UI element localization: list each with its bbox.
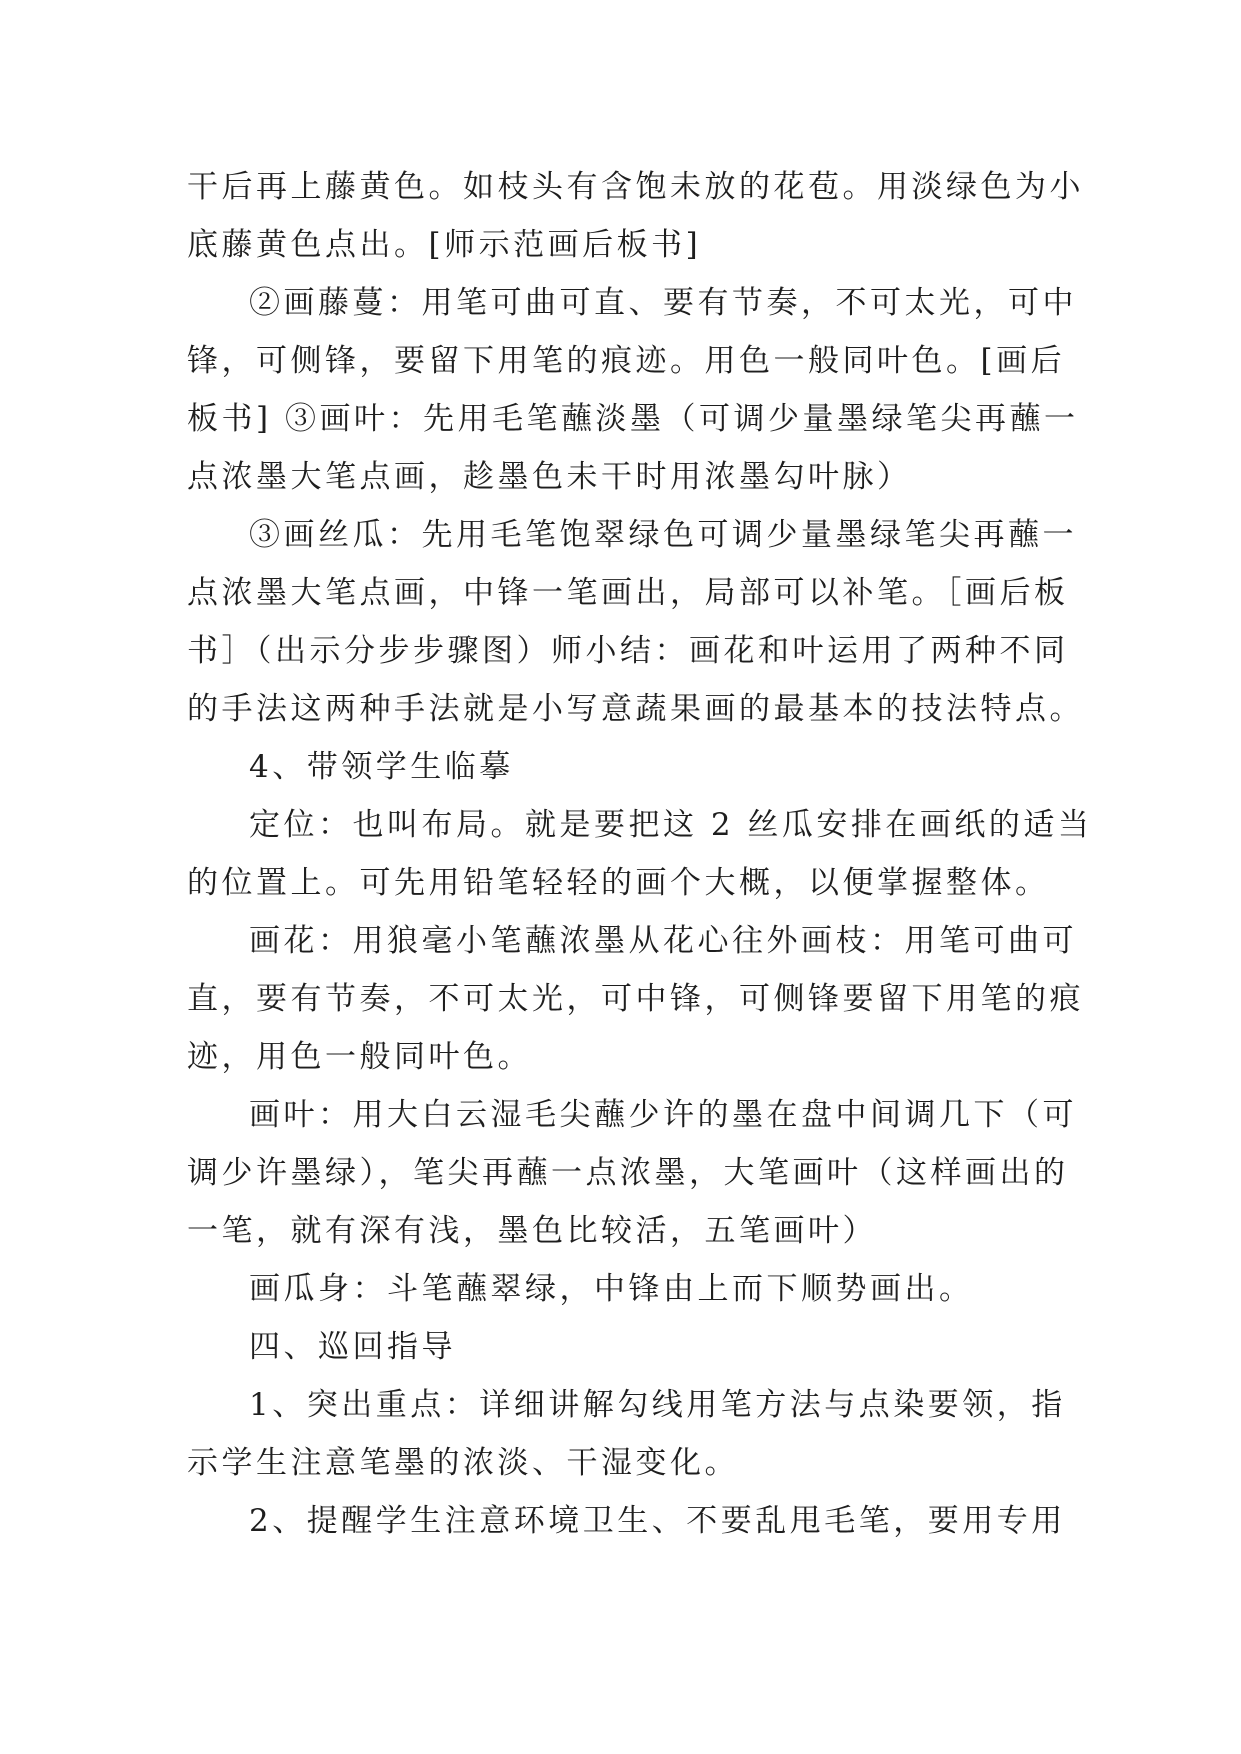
paragraph-line: 4、带领学生临摹	[249, 749, 514, 785]
paragraph-line: 锋，可侧锋，要留下用笔的痕迹。用色一般同叶色。[画后	[187, 343, 1066, 379]
paragraph-line: 画叶：用大白云湿毛尖蘸少许的墨在盘中间调几下（可	[249, 1097, 1077, 1133]
paragraph-line: 板书] ③画叶：先用毛笔蘸淡墨（可调少量墨绿笔尖再蘸一	[187, 401, 1079, 437]
paragraph-line: 的位置上。可先用铅笔轻轻的画个大概，以便掌握整体。	[187, 865, 1050, 901]
paragraph-line: 调少许墨绿），笔尖再蘸一点浓墨，大笔画叶（这样画出的	[187, 1155, 1069, 1191]
paragraph-line: 点浓墨大笔点画，趁墨色未干时用浓墨勾叶脉）	[187, 459, 912, 495]
paragraph-line: 定位：也叫布局。就是要把这 2 丝瓜安排在画纸的适当	[249, 807, 1093, 843]
paragraph-line: ②画藤蔓：用笔可曲可直、要有节奏，不可太光，可中	[249, 285, 1077, 321]
document-body	[187, 158, 1093, 1550]
paragraph-line: 示学生注意笔墨的浓淡、干湿变化。	[187, 1445, 739, 1481]
paragraph-line: 底藤黄色点出。[师示范画后板书]	[187, 227, 702, 263]
paragraph-line: 直，要有节奏，不可太光，可中锋，可侧锋要留下用笔的痕	[187, 981, 1084, 1017]
paragraph-line: 画瓜身：斗笔蘸翠绿，中锋由上而下顺势画出。	[249, 1271, 974, 1307]
paragraph-line: 1、突出重点：详细讲解勾线用笔方法与点染要领，指	[249, 1387, 1066, 1423]
paragraph-line: ③画丝瓜：先用毛笔饱翠绿色可调少量墨绿笔尖再蘸一	[249, 517, 1077, 553]
paragraph-line: 迹，用色一般同叶色。	[187, 1039, 532, 1075]
paragraph-line: 2、提醒学生注意环境卫生、不要乱甩毛笔，要用专用	[249, 1503, 1066, 1539]
paragraph-line: 点浓墨大笔点画，中锋一笔画出，局部可以补笔。［画后板	[187, 575, 1069, 611]
paragraph-line: 的手法这两种手法就是小写意蔬果画的最基本的技法特点。	[187, 691, 1084, 727]
paragraph-line: 画花：用狼毫小笔蘸浓墨从花心往外画枝：用笔可曲可	[249, 923, 1077, 959]
paragraph-line: 书］（出示分步步骤图）师小结：画花和叶运用了两种不同	[187, 633, 1069, 669]
paragraph-line: 干后再上藤黄色。如枝头有含饱未放的花苞。用淡绿色为小	[187, 169, 1084, 205]
paragraph-line: 一笔，就有深有浅，墨色比较活，五笔画叶）	[187, 1213, 877, 1249]
paragraph-line: 四、巡回指导	[249, 1329, 456, 1365]
